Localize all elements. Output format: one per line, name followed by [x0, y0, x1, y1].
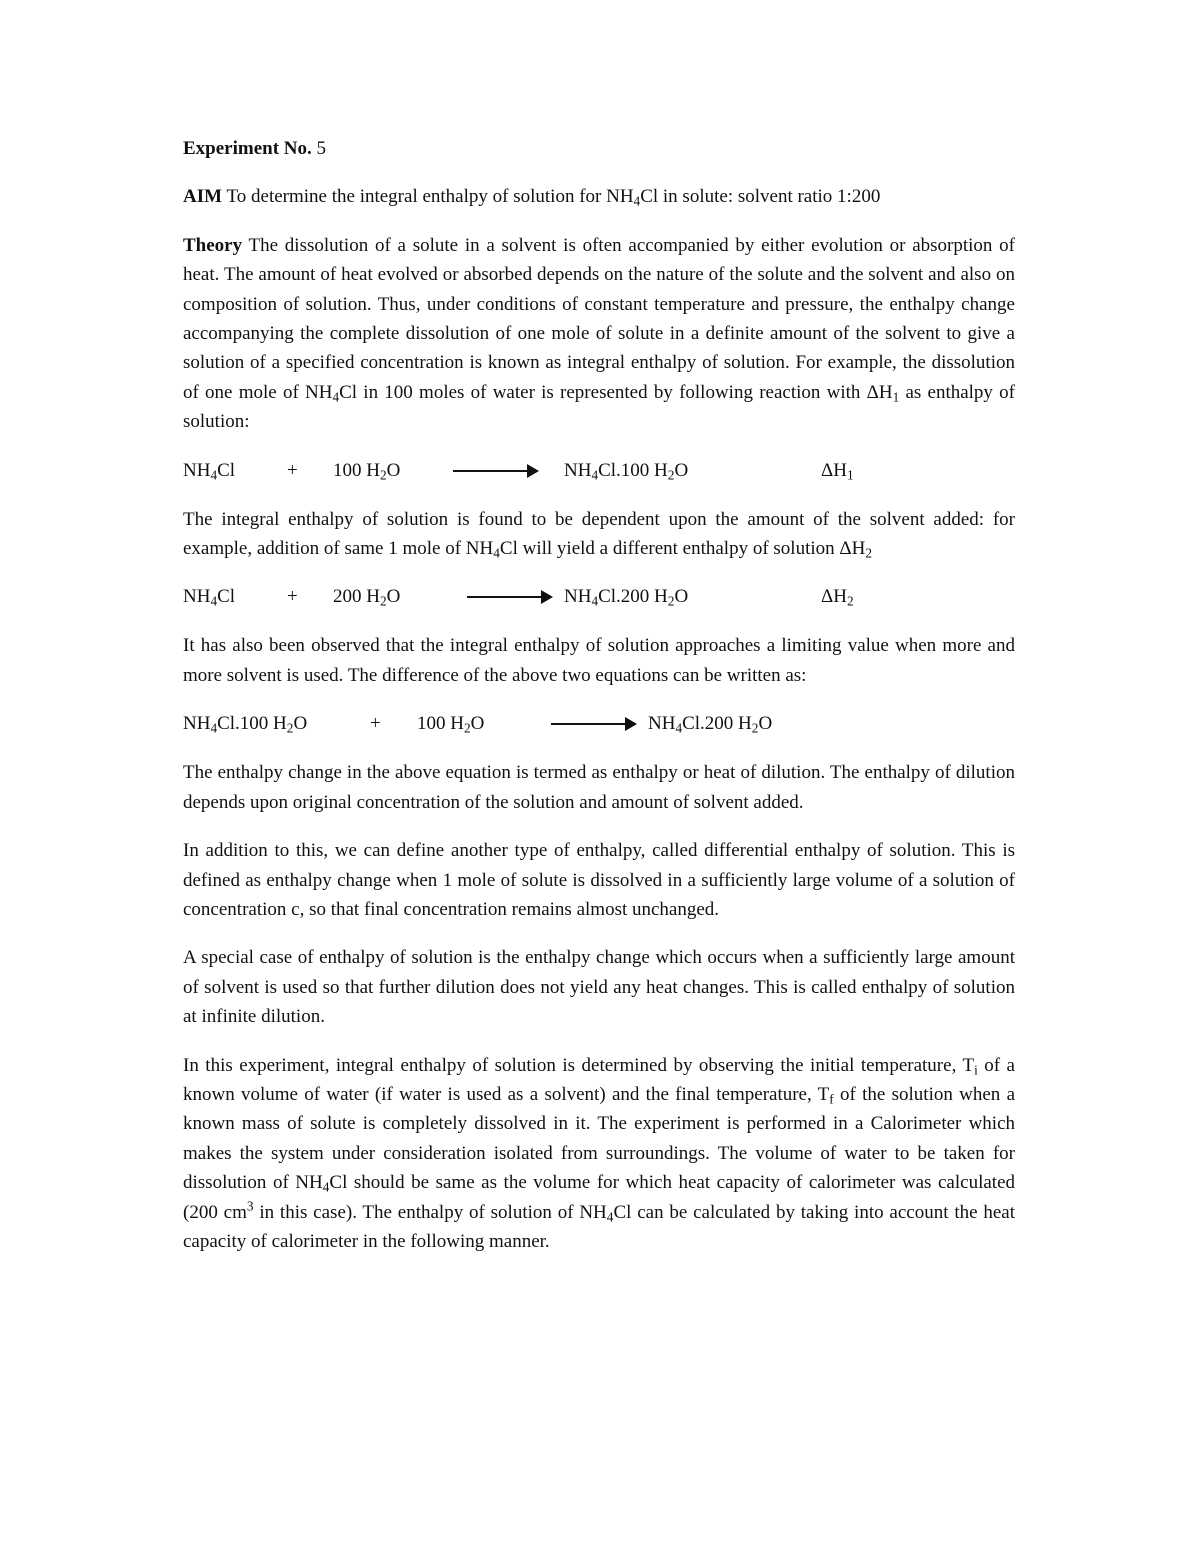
- eq2-product: $NH_4Cl.200$ $H_2O$: [564, 586, 689, 609]
- paragraph-7: In this experiment, integral enthalpy of solution is determined by observing the initial temperature, $T_i$ of a known volume of water (if water is used as a solvent) and the final temperature, $T_f$ of the solution when a known mass of solute is completely dissolved in it. The experiment is performed in a Calorimeter which makes the system under consideration isolated from surroundings. The volume of water to be taken for dissolution of $NH_4Cl$ should be same as the volume for which heat capacity of calorimeter was calculated (200 $cm^3$ in this case). The enthalpy of solution of $NH_4Cl$ can be calculated by taking into account the heat capacity of calorimeter in the following manner.: [183, 1054, 1016, 1252]
- eq3-plus: +: [370, 713, 381, 735]
- title-label: Experiment No.: [183, 138, 312, 159]
- aim-label: AIM: [183, 186, 223, 208]
- eq2-plus: +: [287, 586, 298, 608]
- paragraph-2: The integral enthalpy of solution is found to be dependent upon the amount of the solvent added: for example, addition of same 1 mole of $NH_4Cl$ will yield a different enthalpy of solution $\Delta H_2$: [183, 508, 1015, 561]
- eq3-product: $NH_4Cl.200$ $H_2O$: [648, 713, 773, 736]
- eq1-plus: +: [287, 459, 298, 481]
- eq3-reactant-2: 100 $H_2O$: [417, 713, 485, 736]
- eq3-arrow-icon: [551, 723, 635, 725]
- eq1-reactant-2: 100 $H_2O$: [333, 459, 401, 482]
- paragraph-6: A special case of enthalpy of solution is the enthalpy change which occurs when a sufficiently large amount of solvent is used so that further dilution does not yield any heat changes. This is called enthalpy of solution at infinite dilution.: [183, 947, 1015, 1028]
- paragraph-3: It has also been observed that the integral enthalpy of solution approaches a limiting value when more and more solvent is used. The difference of the above two equations can be written as:: [183, 635, 1015, 686]
- eq1-arrow-icon: [453, 470, 537, 472]
- theory-paragraph: Theory The dissolution of a solute in a solvent is often accompanied by either evolution or absorption of heat. The amount of heat evolved or absorbed depends on the nature of the solute and the solvent and also on composition of solution. Thus, under conditions of constant temperature and pressure, the enthalpy change accompanying the complete dissolution of one mole of solute in a definite amount of the solvent to give a solution of a specified concentration is known as integral enthalpy of solution. For example, the dissolution of one mole of $NH_4Cl$ in 100 moles of water is represented by following reaction with $\Delta H_1$ as enthalpy of solution:: [183, 234, 1015, 433]
- aim-paragraph: AIM To determine the integral enthalpy of solution for $NH_4Cl$ in solute: solvent ratio 1:200: [183, 186, 881, 209]
- paragraph-4: The enthalpy change in the above equation is termed as enthalpy or heat of dilution. The enthalpy of dilution depends upon original concentration of the solution and amount of solvent added.: [183, 762, 1015, 813]
- equation-2: [183, 582, 1015, 612]
- equation-1: [183, 456, 1015, 486]
- eq2-arrow-icon: [467, 596, 551, 598]
- eq1-reactant-1: $NH_4Cl$: [183, 459, 236, 482]
- eq2-delta-h: $\Delta H_2$: [821, 586, 854, 609]
- experiment-number: 5: [316, 138, 327, 159]
- document-body: [183, 134, 1015, 1275]
- eq3-reactant-1: $NH_4Cl.100$ $H_2O$: [183, 713, 308, 736]
- eq2-reactant-1: $NH_4Cl$: [183, 586, 236, 609]
- eq1-delta-h: $\Delta H_1$: [821, 459, 854, 482]
- theory-label: Theory: [183, 234, 243, 256]
- equation-3: [183, 709, 1015, 739]
- eq2-reactant-2: 200 $H_2O$: [333, 586, 401, 609]
- eq1-product: $NH_4Cl.100$ $H_2O$: [564, 459, 689, 482]
- experiment-title: [183, 134, 1015, 163]
- paragraph-5: In addition to this, we can define another type of enthalpy, called differential enthalpy of solution. This is defined as enthalpy change when 1 mole of solute is dissolved in a sufficiently large volume of a solution of concentration c, so that final concentration remains almost unchanged.: [183, 840, 1015, 920]
